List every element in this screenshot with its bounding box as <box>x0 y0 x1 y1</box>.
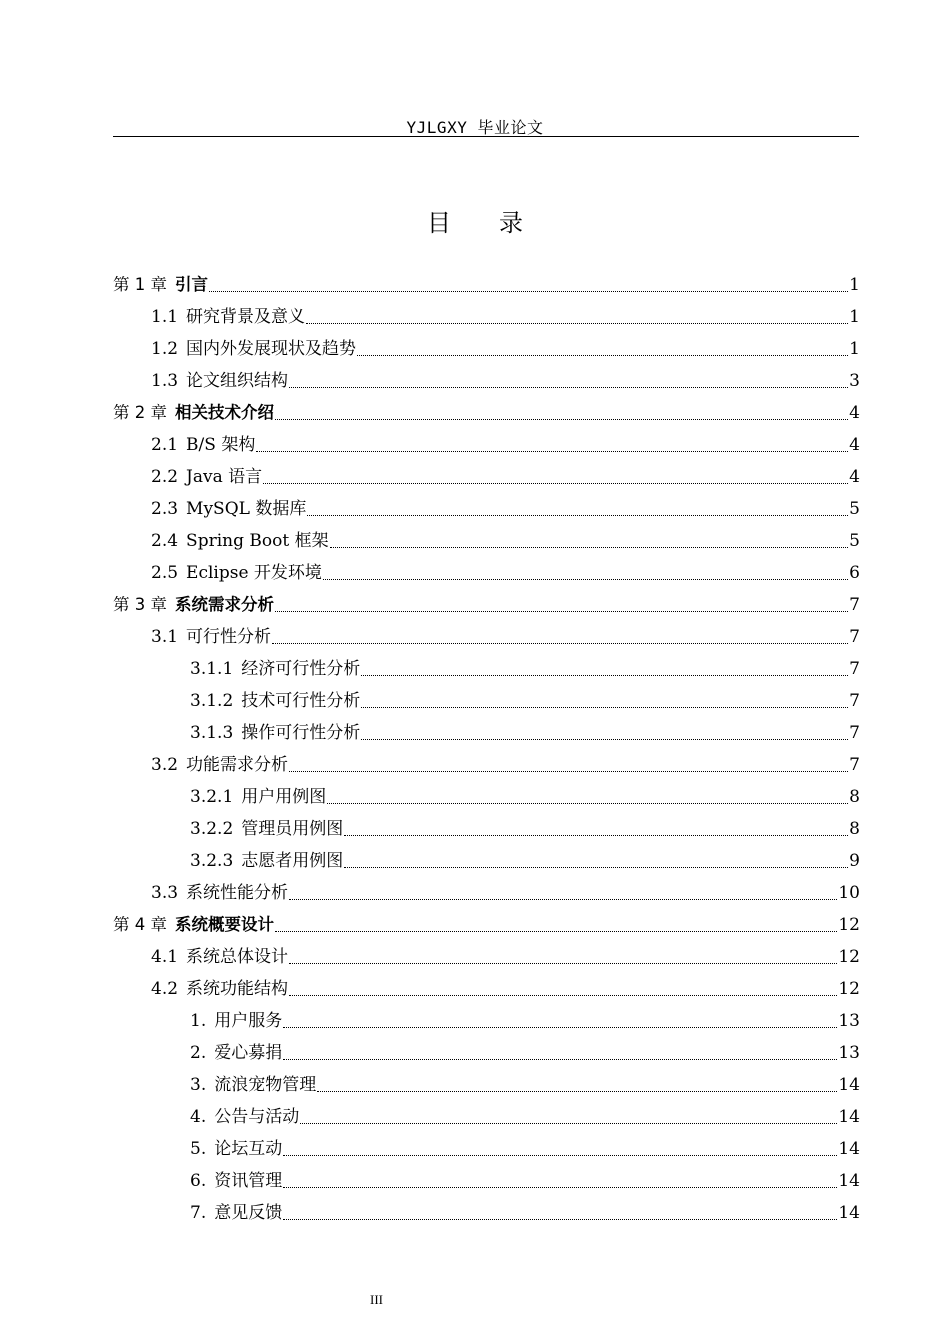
toc-entry[interactable] <box>113 557 860 589</box>
toc-entry[interactable] <box>113 877 860 909</box>
toc-entry-page: 7 <box>849 595 860 615</box>
toc-entry-label: Java 语言 <box>186 467 263 487</box>
dot-leader <box>357 355 848 356</box>
toc-entry-number: 4.1 <box>151 947 179 967</box>
toc-entry[interactable] <box>113 333 860 365</box>
toc-entry[interactable] <box>113 1005 860 1037</box>
toc-entry-number: 3.1.3 <box>190 723 234 743</box>
dot-leader <box>283 1219 837 1220</box>
toc-entry-number: 第 4 章 <box>113 915 167 934</box>
toc-entry-page: 9 <box>849 851 860 871</box>
dot-leader <box>263 483 848 484</box>
toc-entry-label: 技术可行性分析 <box>241 691 361 711</box>
toc-entry[interactable] <box>113 653 860 685</box>
toc-entry-label: 系统功能结构 <box>186 979 289 999</box>
toc-entry-number: 1. <box>190 1011 207 1031</box>
toc-entry[interactable] <box>113 941 860 973</box>
toc-entry-number: 1.1 <box>151 307 179 327</box>
toc-title: 目录 <box>427 209 571 237</box>
toc-entry-page: 14 <box>838 1171 860 1191</box>
toc-entry[interactable] <box>113 749 860 781</box>
toc-entry-label: 研究背景及意义 <box>186 307 306 327</box>
table-of-contents <box>113 269 860 1229</box>
toc-entry-page: 14 <box>838 1203 860 1223</box>
toc-entry-page: 1 <box>849 307 860 327</box>
toc-entry[interactable] <box>113 845 860 877</box>
toc-entry[interactable] <box>113 1069 860 1101</box>
toc-entry[interactable] <box>113 1101 860 1133</box>
toc-entry-page: 8 <box>849 787 860 807</box>
toc-entry-page: 7 <box>849 659 860 679</box>
toc-entry-number: 第 1 章 <box>113 275 167 294</box>
toc-entry-number: 3.1.1 <box>190 659 234 679</box>
toc-entry-number: 4.2 <box>151 979 179 999</box>
toc-entry-number: 7. <box>190 1203 207 1223</box>
toc-entry[interactable] <box>113 525 860 557</box>
toc-entry-page: 10 <box>838 883 860 903</box>
toc-entry-label: 公告与活动 <box>214 1107 300 1127</box>
toc-entry-label: MySQL 数据库 <box>186 499 307 519</box>
dot-leader <box>361 739 848 740</box>
toc-entry-number: 3.1 <box>151 627 179 647</box>
toc-entry-number: 4. <box>190 1107 207 1127</box>
toc-entry-label: 志愿者用例图 <box>241 851 344 871</box>
toc-entry-label: 经济可行性分析 <box>241 659 361 679</box>
toc-entry[interactable] <box>113 1037 860 1069</box>
toc-entry-number: 1.2 <box>151 339 179 359</box>
toc-entry-label: 论坛互动 <box>214 1139 283 1159</box>
toc-entry-number: 3.3 <box>151 883 179 903</box>
dot-leader <box>272 643 848 644</box>
dot-leader <box>323 579 848 580</box>
toc-entry-label: 系统概要设计 <box>175 915 274 934</box>
toc-entry-page: 8 <box>849 819 860 839</box>
toc-entry[interactable] <box>113 493 860 525</box>
toc-entry-number: 2.5 <box>151 563 179 583</box>
toc-entry-page: 7 <box>849 627 860 647</box>
toc-entry-page: 3 <box>849 371 860 391</box>
toc-entry-label: Eclipse 开发环境 <box>186 563 322 583</box>
dot-leader <box>289 963 837 964</box>
toc-entry-page: 13 <box>838 1043 860 1063</box>
toc-entry-number: 2.1 <box>151 435 179 455</box>
toc-entry-number: 3.2.2 <box>190 819 234 839</box>
toc-entry-number: 3.2 <box>151 755 179 775</box>
toc-entry[interactable] <box>113 397 860 429</box>
toc-entry-page: 5 <box>849 531 860 551</box>
toc-entry-page: 7 <box>849 691 860 711</box>
toc-entry-label: 功能需求分析 <box>186 755 289 775</box>
toc-entry[interactable] <box>113 1133 860 1165</box>
toc-entry-page: 14 <box>838 1107 860 1127</box>
page-number: III <box>370 1292 383 1307</box>
dot-leader <box>289 995 837 996</box>
toc-entry[interactable] <box>113 365 860 397</box>
toc-entry-page: 7 <box>849 755 860 775</box>
toc-entry-page: 5 <box>849 499 860 519</box>
dot-leader <box>330 547 849 548</box>
dot-leader <box>283 1027 837 1028</box>
toc-entry-page: 1 <box>849 339 860 359</box>
toc-entry-number: 第 2 章 <box>113 403 167 422</box>
dot-leader <box>275 419 848 420</box>
toc-entry[interactable] <box>113 429 860 461</box>
toc-entry-number: 2.2 <box>151 467 179 487</box>
toc-entry-number: 第 3 章 <box>113 595 167 614</box>
toc-entry-label: 用户服务 <box>214 1011 283 1031</box>
toc-entry-page: 13 <box>838 1011 860 1031</box>
toc-entry-label: 系统总体设计 <box>186 947 289 967</box>
dot-leader <box>361 707 848 708</box>
toc-entry-label: Spring Boot 框架 <box>186 531 329 551</box>
toc-entry[interactable] <box>113 685 860 717</box>
toc-entry-label: 可行性分析 <box>186 627 272 647</box>
toc-entry-number: 3. <box>190 1075 207 1095</box>
toc-entry-number: 2. <box>190 1043 207 1063</box>
dot-leader <box>289 387 848 388</box>
toc-entry-page: 4 <box>849 467 860 487</box>
toc-entry-page: 4 <box>849 435 860 455</box>
toc-entry-number: 2.4 <box>151 531 179 551</box>
dot-leader <box>344 867 848 868</box>
toc-entry[interactable] <box>113 269 860 301</box>
toc-entry-label: 国内外发展现状及趋势 <box>186 339 357 359</box>
dot-leader <box>283 1059 837 1060</box>
toc-entry-number: 3.1.2 <box>190 691 234 711</box>
toc-entry-number: 6. <box>190 1171 207 1191</box>
toc-entry-label: 相关技术介绍 <box>175 403 274 422</box>
toc-entry-label: 流浪宠物管理 <box>214 1075 317 1095</box>
toc-entry-page: 12 <box>838 947 860 967</box>
dot-leader <box>361 675 848 676</box>
dot-leader <box>306 323 848 324</box>
toc-entry-page: 14 <box>838 1139 860 1159</box>
toc-entry-label: 系统需求分析 <box>175 595 274 614</box>
toc-entry[interactable] <box>113 909 860 941</box>
toc-entry[interactable] <box>113 717 860 749</box>
dot-leader <box>283 1187 837 1188</box>
toc-entry-page: 4 <box>849 403 860 423</box>
dot-leader <box>317 1091 837 1092</box>
toc-entry[interactable] <box>113 301 860 333</box>
dot-leader <box>327 803 848 804</box>
dot-leader <box>283 1155 837 1156</box>
toc-entry-number: 5. <box>190 1139 207 1159</box>
dot-leader <box>275 611 848 612</box>
toc-entry-page: 14 <box>838 1075 860 1095</box>
toc-entry-label: 爱心募捐 <box>214 1043 283 1063</box>
toc-entry[interactable] <box>113 781 860 813</box>
header-divider <box>113 136 859 137</box>
toc-entry-label: B/S 架构 <box>186 435 256 455</box>
toc-entry-page: 12 <box>838 979 860 999</box>
toc-entry-page: 12 <box>838 915 860 935</box>
toc-entry-number: 3.2.1 <box>190 787 234 807</box>
toc-entry-label: 论文组织结构 <box>186 371 289 391</box>
toc-entry-label: 用户用例图 <box>241 787 327 807</box>
toc-entry-page: 6 <box>849 563 860 583</box>
dot-leader <box>209 291 848 292</box>
toc-entry-number: 1.3 <box>151 371 179 391</box>
toc-entry-label: 意见反馈 <box>214 1203 283 1223</box>
dot-leader <box>289 771 848 772</box>
dot-leader <box>256 451 848 452</box>
toc-entry-number: 3.2.3 <box>190 851 234 871</box>
toc-entry-number: 2.3 <box>151 499 179 519</box>
toc-entry[interactable] <box>113 621 860 653</box>
toc-entry-label: 操作可行性分析 <box>241 723 361 743</box>
running-header: YJLGXY 毕业论文 <box>406 118 544 137</box>
toc-entry[interactable] <box>113 589 860 621</box>
toc-entry[interactable] <box>113 1197 860 1229</box>
toc-entry[interactable] <box>113 461 860 493</box>
dot-leader <box>344 835 848 836</box>
toc-entry-label: 引言 <box>175 275 208 294</box>
toc-entry-page: 1 <box>849 275 860 295</box>
toc-entry-page: 7 <box>849 723 860 743</box>
toc-entry-label: 管理员用例图 <box>241 819 344 839</box>
dot-leader <box>289 899 837 900</box>
dot-leader <box>275 931 837 932</box>
dot-leader <box>300 1123 837 1124</box>
toc-entry[interactable] <box>113 1165 860 1197</box>
toc-entry-label: 资讯管理 <box>214 1171 283 1191</box>
toc-entry-label: 系统性能分析 <box>186 883 289 903</box>
dot-leader <box>307 515 848 516</box>
toc-entry[interactable] <box>113 973 860 1005</box>
toc-entry[interactable] <box>113 813 860 845</box>
